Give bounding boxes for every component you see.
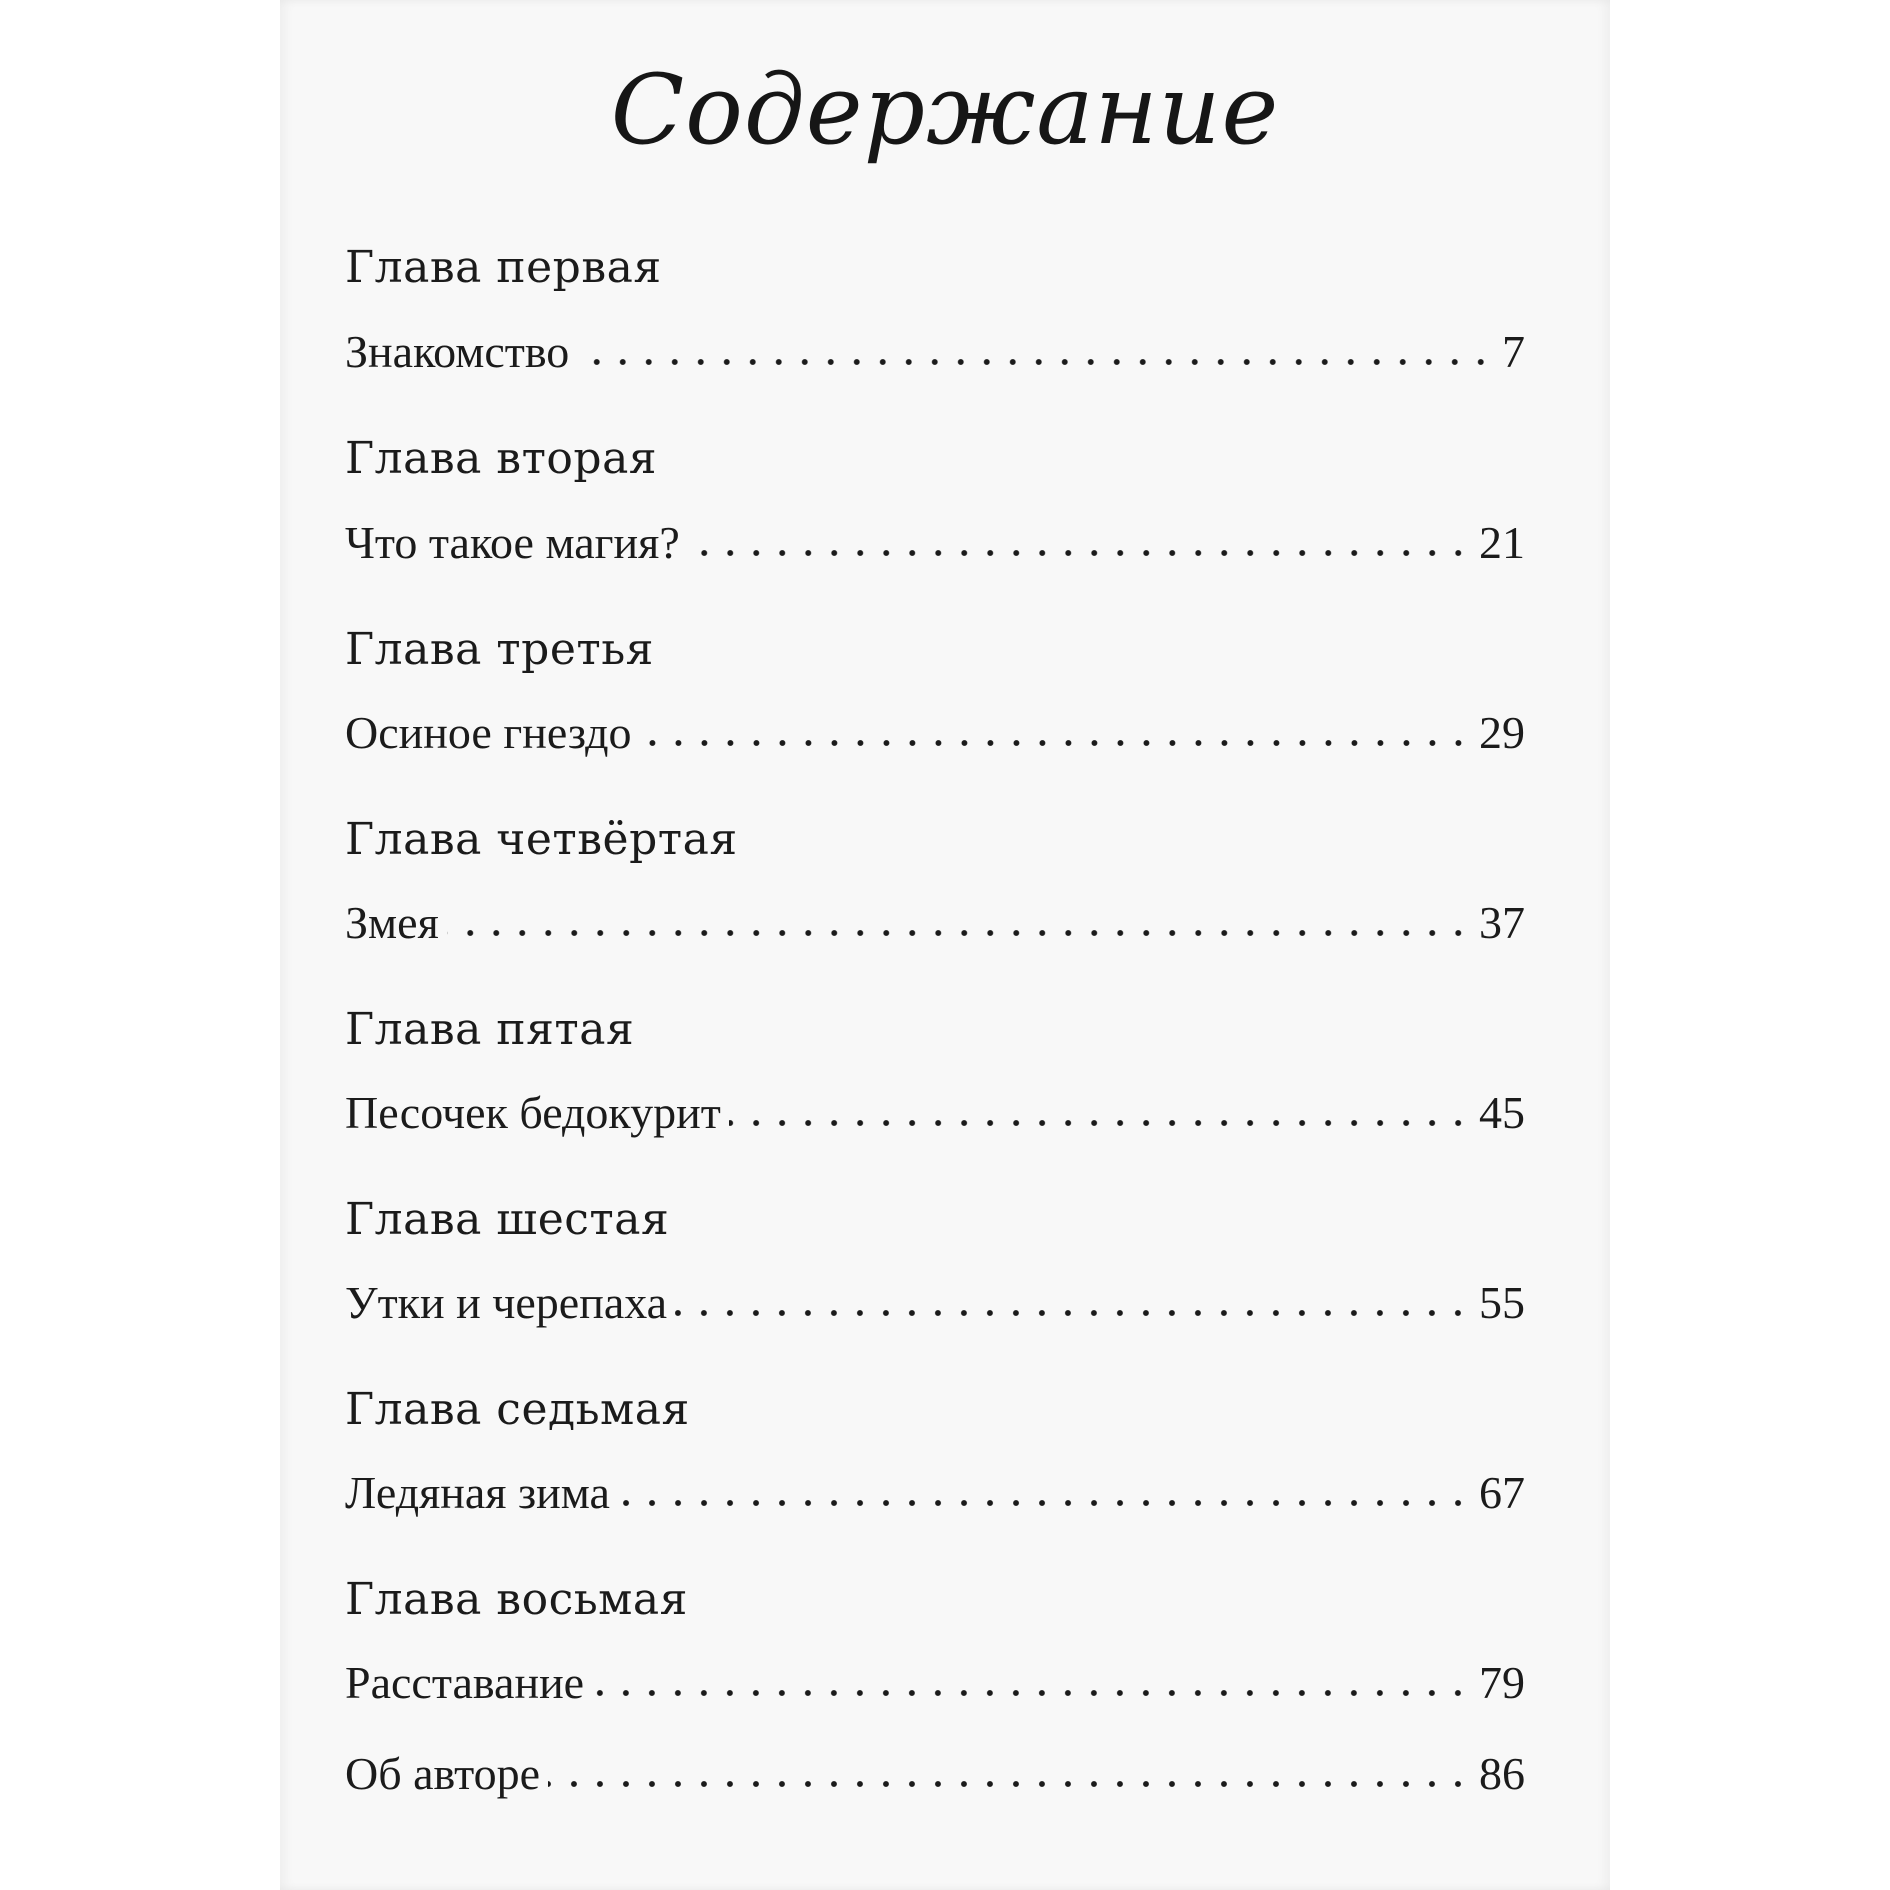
chapter-label: Глава четвёртая <box>345 814 738 865</box>
dot-leader <box>577 357 1494 367</box>
toc-page-number: 86 <box>1479 1748 1525 1799</box>
toc-page-number: 45 <box>1479 1087 1525 1138</box>
chapter-label: Глава первая <box>345 242 662 293</box>
toc-entry[interactable] <box>345 893 1525 953</box>
toc-page-number: 55 <box>1479 1277 1525 1328</box>
toc-entry[interactable] <box>345 1273 1525 1333</box>
book-page <box>280 0 1610 1890</box>
dot-leader <box>592 1688 1471 1698</box>
chapter-label: Глава восьмая <box>345 1574 688 1625</box>
toc-page-number: 37 <box>1479 897 1525 948</box>
toc-entry[interactable] <box>345 513 1525 573</box>
dot-leader <box>688 548 1471 558</box>
toc-page-number: 7 <box>1502 326 1525 377</box>
chapter-label: Глава седьмая <box>345 1384 690 1435</box>
toc-entry[interactable] <box>345 1463 1525 1523</box>
toc-page-number: 79 <box>1479 1657 1525 1708</box>
toc-entry[interactable] <box>345 703 1525 763</box>
toc-entry-title: Осиное гнездо <box>345 707 632 758</box>
toc-entry[interactable] <box>345 1744 1525 1804</box>
chapter-label: Глава шестая <box>345 1194 670 1245</box>
dot-leader <box>675 1308 1471 1318</box>
toc-entry-title: Знакомство <box>345 326 570 377</box>
toc-page-number: 29 <box>1479 707 1525 758</box>
toc-entry-title: Расставание <box>345 1657 585 1708</box>
toc-entry-title: Что такое магия? <box>345 517 680 568</box>
toc-entry[interactable] <box>345 1653 1525 1713</box>
toc-entry-title: Змея <box>345 897 439 948</box>
dot-leader <box>640 738 1471 748</box>
chapter-label: Глава третья <box>345 624 654 675</box>
toc-entry[interactable] <box>345 322 1525 382</box>
toc-entry[interactable] <box>345 1083 1525 1143</box>
toc-entry-title: Песочек бедокурит <box>345 1087 721 1138</box>
dot-leader <box>548 1779 1471 1789</box>
toc-entry-title: Ледяная зима <box>345 1467 610 1518</box>
chapter-label: Глава пятая <box>345 1004 635 1055</box>
dot-leader <box>618 1498 1471 1508</box>
toc-entry-title: Утки и черепаха <box>345 1277 668 1328</box>
page-title: Содержание <box>610 54 1280 166</box>
toc-page-number: 21 <box>1479 517 1525 568</box>
toc-entry-title: Об авторе <box>345 1748 541 1799</box>
dot-leader <box>729 1118 1471 1128</box>
toc-page-number: 67 <box>1479 1467 1525 1518</box>
chapter-label: Глава вторая <box>345 433 658 484</box>
dot-leader <box>447 928 1471 938</box>
